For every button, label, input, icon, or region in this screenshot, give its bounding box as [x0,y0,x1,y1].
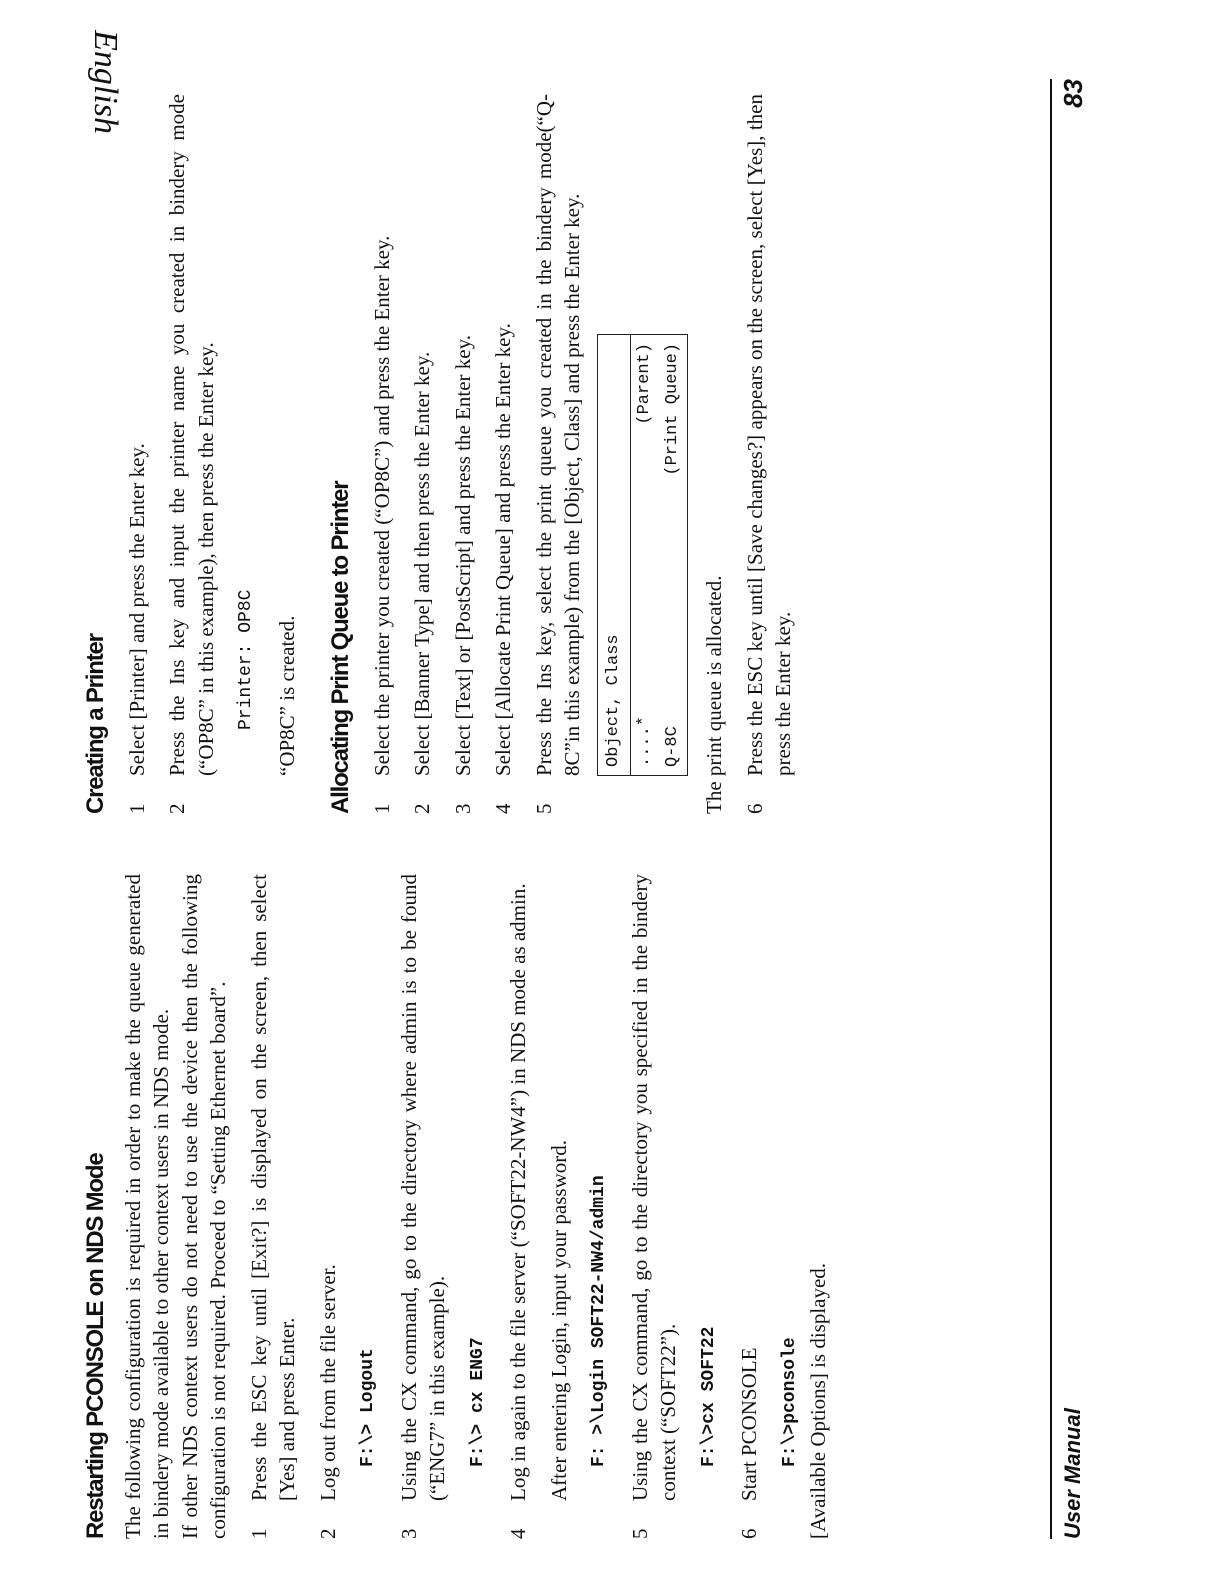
section-heading-allocating: Allocating Print Queue to Printer [327,481,354,814]
step-number: 5 [531,803,556,814]
step-text: Select [Printer] and press the Enter key. [124,443,149,776]
section-heading-creating-printer: Creating a Printer [82,634,109,814]
table-cell-class: (Parent) [635,343,654,425]
right-column [82,94,798,814]
alloc-step-3 [449,94,478,814]
step-text: Select [Banner Type] and then press the Enter key. [410,351,434,776]
step-text: Using the CX command, go to the directory where admin is to be found (“ENG7” in this example). [396,874,449,1501]
step-5 [626,874,683,1539]
step-1 [245,874,302,1539]
intro-paragraph-1: The following configuration is required in order to make the queue generated in bindery mode available to other context users in NDS mode. [120,874,173,1539]
step-4 [504,874,533,1539]
footer-label: User Manual [1060,1408,1085,1539]
step-number: 2 [315,1528,340,1539]
alloc-step-1 [368,94,397,814]
available-options-note: [Available Options] is displayed. [806,1262,830,1539]
step-6 [735,874,764,1539]
table-header: Object, Class [598,335,632,775]
step-number: 5 [627,1528,652,1539]
created-note: “OP8C” is created. [274,615,299,776]
step-text: Press the ESC key until [Exit?] is displayed on the screen, then select [Yes] and press Enter. [246,874,299,1501]
create-step-2 [163,94,220,814]
step-2 [314,874,343,1539]
printer-name-line: Printer: OP8C [236,589,256,730]
step-text: Select [Text] or [PostScript] and press the Enter key. [450,335,475,776]
object-class-table [597,334,689,776]
step-number: 1 [369,803,394,814]
step-number: 3 [396,1528,421,1539]
step-number: 4 [491,803,515,814]
intro-paragraph-2: If other NDS context users do not need to use the device then the following configuration is not required. Proceed to “Setting Ethernet board”. [177,874,230,1539]
table-row [659,335,687,775]
alloc-step-2 [408,94,437,814]
table-cell-object: Q-8C [663,726,682,767]
step-text: Press the Ins key and input the printer name you created in bindery mode (“OP8C” in this example), then press the Enter key. [165,94,218,776]
alloc-step-4 [489,94,518,814]
command-login: F: >\Login SOFT22-NW4/admin [589,1175,609,1467]
allocated-note: The print queue is allocated. [702,575,726,814]
step-number: 1 [246,1528,271,1539]
step-text: Using the CX command, go to the directory you specified in the bindery context (“SOFT22”). [627,874,680,1501]
step-text: Select the printer you created (“OP8C”) and press the Enter key. [369,235,394,776]
left-column [82,874,833,1539]
alloc-step-5 [530,94,587,814]
step-text: Press the Ins key, select the print queue you created in the bindery mode(“Q-8C”in this example) from the [Object, Class] and press the Enter key. [531,94,584,776]
step-text: Press the ESC key until [Save changes?] appears on the screen, select [Yes], then press the Enter key. [742,94,795,776]
table-cell-object: ....* [635,715,654,767]
step-number: 3 [450,803,475,814]
command-logout: F:\> Logout [358,1348,378,1467]
step-text: Log out from the file server. [315,1264,340,1501]
step-number: 2 [410,803,434,814]
step-number: 1 [124,803,149,814]
table-cell-class: (Print Queue) [663,343,682,476]
step-number: 4 [506,1528,530,1539]
create-step-1 [123,94,152,814]
page-footer [1050,79,1102,1539]
step-number: 6 [737,1528,761,1539]
section-heading-restarting: Restarting PCONSOLE on NDS Mode [82,1153,109,1539]
alloc-step-6 [741,94,798,814]
step-text: Select [Allocate Print Queue] and press the Enter key. [491,323,515,776]
language-label: English [87,30,124,134]
step-text: Start PCONSOLE [737,1347,761,1501]
login-note: After entering Login, input your password. [546,1139,571,1501]
command-cx-soft22: F:\>cx SOFT22 [698,1326,719,1467]
step-text: Log in again to the file server (“SOFT22-NW4”) in NDS mode as admin. [506,883,530,1501]
step-number: 2 [165,803,189,814]
command-pconsole: F:\>pconsole [779,1337,800,1467]
step-3 [395,874,452,1539]
page-number: 83 [1058,79,1088,108]
table-row [631,335,659,775]
command-cx-eng7: F:\> cx ENG7 [467,1337,488,1467]
step-number: 6 [742,803,767,814]
